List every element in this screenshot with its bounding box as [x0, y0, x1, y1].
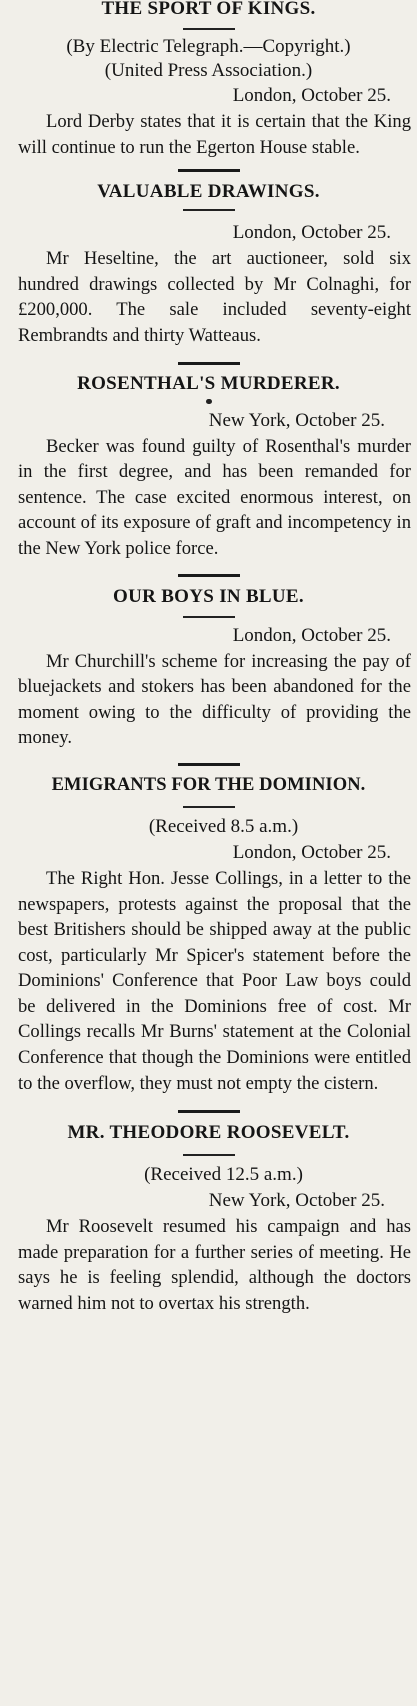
dateline: London, October 25.	[232, 841, 391, 863]
headline: ROSENTHAL'S MURDERER.	[77, 372, 340, 394]
article-body: The Right Hon. Jesse Collings, in a letter to the newspapers, protests against the proposal that the best Britishers should be shipped away at the public cost, particularly Mr Spicer's statement before the Dominions' Conference that Poor Law boys could be delivered in the Dominions free of cost. Mr Collings recalls Mr Burns' statement at the Colonial Conference that though the Dominions were entitled to the overflow, they must not empty the cistern.	[18, 867, 411, 1094]
headline: VALUABLE DRAWINGS.	[97, 181, 320, 203]
section-divider	[178, 763, 240, 766]
section-divider	[178, 169, 240, 172]
headline: MR. THEODORE ROOSEVELT.	[67, 1122, 350, 1144]
headline: THE SPORT OF KINGS.	[101, 0, 316, 19]
section-divider	[178, 1110, 240, 1113]
dateline: London, October 25.	[232, 222, 391, 244]
headline-rule	[206, 399, 212, 404]
headline-rule	[183, 806, 235, 808]
article-mr-theodore-roosevelt	[0, 1120, 417, 1316]
headline-rule	[183, 209, 235, 211]
dateline: New York, October 25.	[208, 409, 385, 431]
dateline: London, October 25.	[232, 624, 391, 646]
headline: EMIGRANTS FOR THE DOMINION.	[51, 774, 366, 795]
headline-rule	[183, 616, 235, 618]
article-our-boys-in-blue	[0, 584, 417, 751]
headline: OUR BOYS IN BLUE.	[113, 585, 304, 607]
headline-rule	[183, 1154, 235, 1156]
byline-agency: (United Press Association.)	[104, 60, 313, 81]
article-sport-of-kings	[0, 0, 417, 160]
headline-rule	[183, 28, 235, 30]
byline-copyright: (By Electric Telegraph.—Copyright.)	[66, 36, 351, 57]
article-body: Mr Churchill's scheme for increasing the pay of bluejackets and stokers has been abandoned for the moment owing to the difficulty of providing the money.	[18, 650, 411, 749]
article-valuable-drawings	[0, 179, 417, 348]
dateline: New York, October 25.	[208, 1190, 385, 1212]
article-body: Lord Derby states that it is certain that the King will continue to run the Egerton House stable.	[18, 111, 411, 158]
dateline: London, October 25.	[232, 85, 391, 106]
section-divider	[178, 574, 240, 577]
section-divider	[178, 362, 240, 365]
article-body: Mr Roosevelt resumed his campaign and has made preparation for a further series of meeting. He says he is feeling splendid, although the doctors warned him not to overtax his strength.	[18, 1216, 411, 1315]
received-time: (Received 12.5 a.m.)	[144, 1164, 303, 1186]
article-body: Becker was found guilty of Rosenthal's murder in the first degree, and has been remanded for sentence. The case excited enormous interest, on account of its exposure of graft and incompetency in the New York police force.	[18, 435, 411, 559]
article-emigrants-for-the-dominion	[0, 772, 417, 1096]
article-rosenthals-murderer	[0, 371, 417, 562]
article-body: Mr Heseltine, the art auctioneer, sold six hundred drawings collected by Mr Colnaghi, for £200,000. The sale included seventy-eight Rembrandts and thirty Watteaus.	[18, 248, 411, 346]
received-time: (Received 8.5 a.m.)	[148, 815, 299, 837]
